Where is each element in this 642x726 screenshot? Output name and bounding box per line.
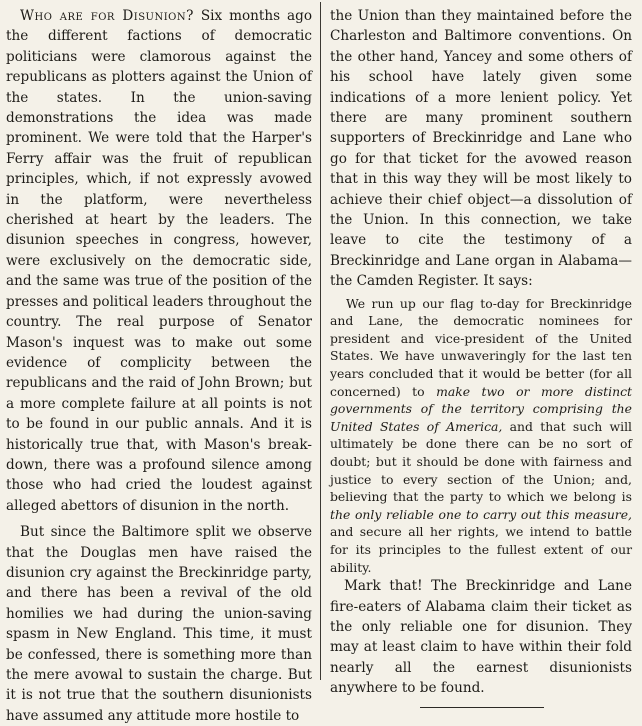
article-paragraph: But since the Baltimore split we observe that the Douglas men have raised the disunion cry against the Breckinridge party, and there has been a revival of the old homilies we had during the union-saving spasm in New England. This time, it must be confessed, there is something more than the mere avowal to sustain the charge. But it is not true that the southern disunionists have assumed any attitude more hostile to xyxy=(6,524,312,724)
quote-italic-text: make two or more distinct governments of the territory comprising the United States of America, xyxy=(330,383,632,434)
left-column xyxy=(6,6,312,726)
quoted-excerpt xyxy=(330,295,632,577)
end-rule xyxy=(420,707,544,708)
quote-text: We run up our flag to-day for Breckinridge and Lane, the democratic nominees for president and vice-president of the United States. We have unwaveringly for the last ten years concluded that it would be better (for all concerned) to xyxy=(330,295,632,399)
article-paragraph: the Union than they maintained before the Charleston and Baltimore conventions. On the other hand, Yancey and some others of his school have lately given some indications of a more lenient policy. Yet there are many prominent southern supporters of Breckinridge and Lane who go for that ticket for the avowed reason that in this way they will be most likely to achieve their chief object—a dissolution of the Union. In this connection, we take leave to cite the testimony of a Breckinridge and Lane organ in Alabama—the Camden Register. It says: xyxy=(330,8,632,290)
quote-paragraph xyxy=(330,295,632,577)
right-column xyxy=(330,6,632,708)
article-paragraph xyxy=(6,6,312,516)
quote-text: and that such will ultimately be done there can be no sort of doubt; but it should be done with fairness and justice to every section of the Union; and, believing that the party to which we belong is xyxy=(330,418,632,505)
paragraph-text: Six months ago the different factions of democratic politicians were clamorous against the republicans as plotters against the Union of the states. In the union-saving demonstrations the idea was made prominent. We were told that the Harper's Ferry affair was the fruit of republican principles, which, if not expressly avowed in the platform, were nevertheless cherished at heart by the leaders. The disunion speeches in congress, however, were exclusively on the democratic side, and the same was true of the position of the presses and political leaders throughout the country. The real purpose of Senator Mason's inquest was to make out some evidence of complicity between the republicans and the raid of John Brown; but a more complete failure at all points is not to be found in our public annals. And it is historically true that, with Mason's break-down, there was a profound silence among those who had cried the loudest against alleged abettors of disunion in the north. xyxy=(6,8,312,514)
quote-text: and secure all her rights, we intend to battle for its principles to the fullest extent of our ability. xyxy=(330,524,632,575)
article-paragraph: Mark that! The Breckinridge and Lane fire-eaters of Alabama claim their ticket as the only reliable one for disunion. They may at least claim to have within their fold nearly all the earnest disunionists anywhere to be found. xyxy=(330,578,632,697)
column-divider xyxy=(320,2,321,680)
quote-italic-text: the only reliable one to carry out this measure, xyxy=(330,506,632,522)
article-headline: Who are for Disunion? xyxy=(20,8,194,24)
